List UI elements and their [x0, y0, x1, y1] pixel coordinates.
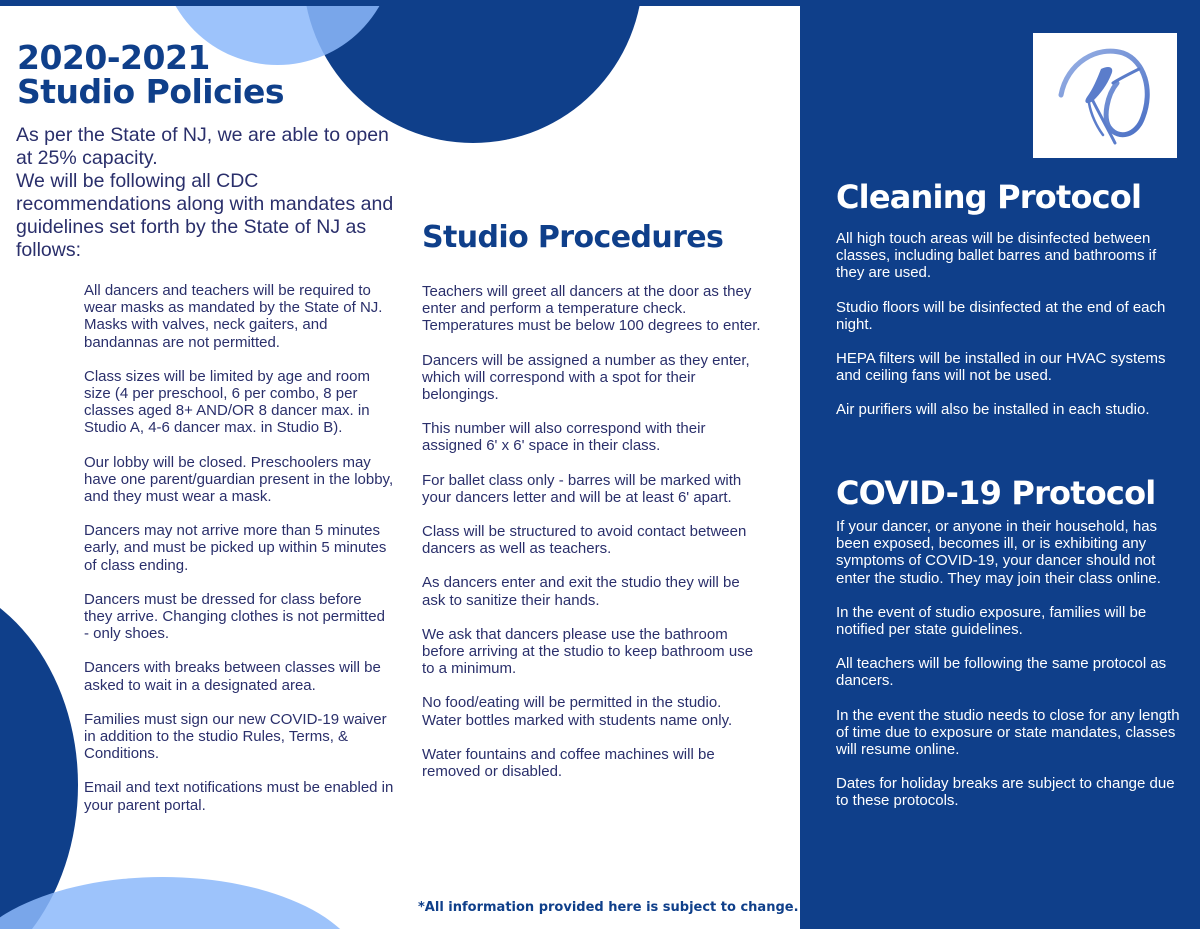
covid-protocol-heading: COVID-19 Protocol: [836, 474, 1156, 512]
intro-line: We will be following all CDC recommendations along with mandates and guidelines set forth by the State of NJ as follows:: [16, 170, 394, 261]
intro-text: [16, 124, 406, 262]
procedures-list: [422, 283, 762, 797]
covid-item: All teachers will be following the same protocol as dancers.: [836, 655, 1167, 690]
intro-line: As per the State of NJ, we are able to open at 25% capacity.: [16, 124, 389, 169]
covid-item: In the event of studio exposure, families will be notified per state guidelines.: [836, 603, 1147, 639]
procedure-item: This number will also correspond with their assigned 6' x 6' space in their class.: [422, 420, 706, 455]
cleaning-list: [836, 230, 1186, 436]
studio-procedures-heading: Studio Procedures: [422, 220, 724, 255]
policy-item: Families must sign our new COVID-19 waiver in addition to the studio Rules, Terms, & Conditions.: [84, 710, 387, 763]
covid-item: If your dancer, or anyone in their household, has been exposed, becomes ill, or is exhibiting any symptoms of COVID-19, your dancer should not enter the studio. They may join their class online.: [836, 518, 1161, 587]
policy-item: Class sizes will be limited by age and room size (4 per preschool, 6 per combo, 8 per classes aged 8+ AND/OR 8 dancer max. in Studio A, 4-6 dancer max. in Studio B).: [84, 367, 370, 437]
studio-logo: [1033, 33, 1177, 158]
procedure-item: For ballet class only - barres will be marked with your dancers letter and will be at least 6' apart.: [422, 471, 742, 506]
dancer-hoop-logo-icon: [1053, 43, 1157, 149]
policy-item: Dancers may not arrive more than 5 minutes early, and must be picked up within 5 minutes of class ending.: [84, 522, 387, 574]
title-text: Studio Policies: [17, 72, 285, 111]
policy-item: Dancers with breaks between classes will be asked to wait in a designated area.: [84, 659, 381, 694]
decorative-dark-circle-left: [0, 575, 78, 929]
page-title: [17, 38, 285, 111]
policies-list: [84, 282, 394, 831]
policy-item: Our lobby will be closed. Preschoolers may have one parent/guardian present in the lobby, and they must wear a mask.: [84, 453, 394, 506]
procedure-item: No food/eating will be permitted in the studio. Water bottles marked with students name only.: [422, 694, 733, 729]
top-border-strip: [0, 0, 1200, 6]
cleaning-item: HEPA filters will be installed in our HVAC systems and ceiling fans will not be used.: [836, 350, 1166, 385]
policy-item: Dancers must be dressed for class before they arrive. Changing clothes is not permitted - only shoes.: [84, 590, 385, 643]
procedure-item: Dancers will be assigned a number as they enter, which will correspond with a spot for their belongings.: [422, 351, 750, 404]
procedure-item: Teachers will greet all dancers at the door as they enter and perform a temperature check. Temperatures must be below 100 degrees to enter.: [422, 283, 761, 335]
cleaning-protocol-heading: Cleaning Protocol: [836, 178, 1142, 216]
procedure-item: Class will be structured to avoid contact between dancers as well as teachers.: [422, 523, 747, 558]
procedure-item: Water fountains and coffee machines will be removed or disabled.: [422, 745, 715, 781]
title-year: 2020-2021: [17, 38, 210, 77]
covid-item: In the event the studio needs to close for any length of time due to exposure or state mandates, classes will resume online.: [836, 706, 1180, 759]
covid-list: [836, 518, 1186, 827]
policy-item: Email and text notifications must be enabled in your parent portal.: [84, 779, 394, 814]
cleaning-item: Studio floors will be disinfected at the end of each night.: [836, 298, 1166, 333]
covid-item: Dates for holiday breaks are subject to change due to these protocols.: [836, 775, 1175, 810]
cleaning-item: Air purifiers will also be installed in each studio.: [836, 401, 1150, 419]
cleaning-item: All high touch areas will be disinfected between classes, including ballet barres and bathrooms if they are used.: [836, 230, 1157, 282]
policy-item: All dancers and teachers will be required to wear masks as mandated by the State of NJ. Masks with valves, neck gaiters, and bandannas are not permitted.: [84, 282, 383, 351]
procedure-item: We ask that dancers please use the bathroom before arriving at the studio to keep bathroom use to a minimum.: [422, 625, 754, 678]
disclaimer: *All information provided here is subject to change.: [418, 900, 799, 915]
procedure-item: As dancers enter and exit the studio they will be ask to sanitize their hands.: [422, 574, 740, 609]
